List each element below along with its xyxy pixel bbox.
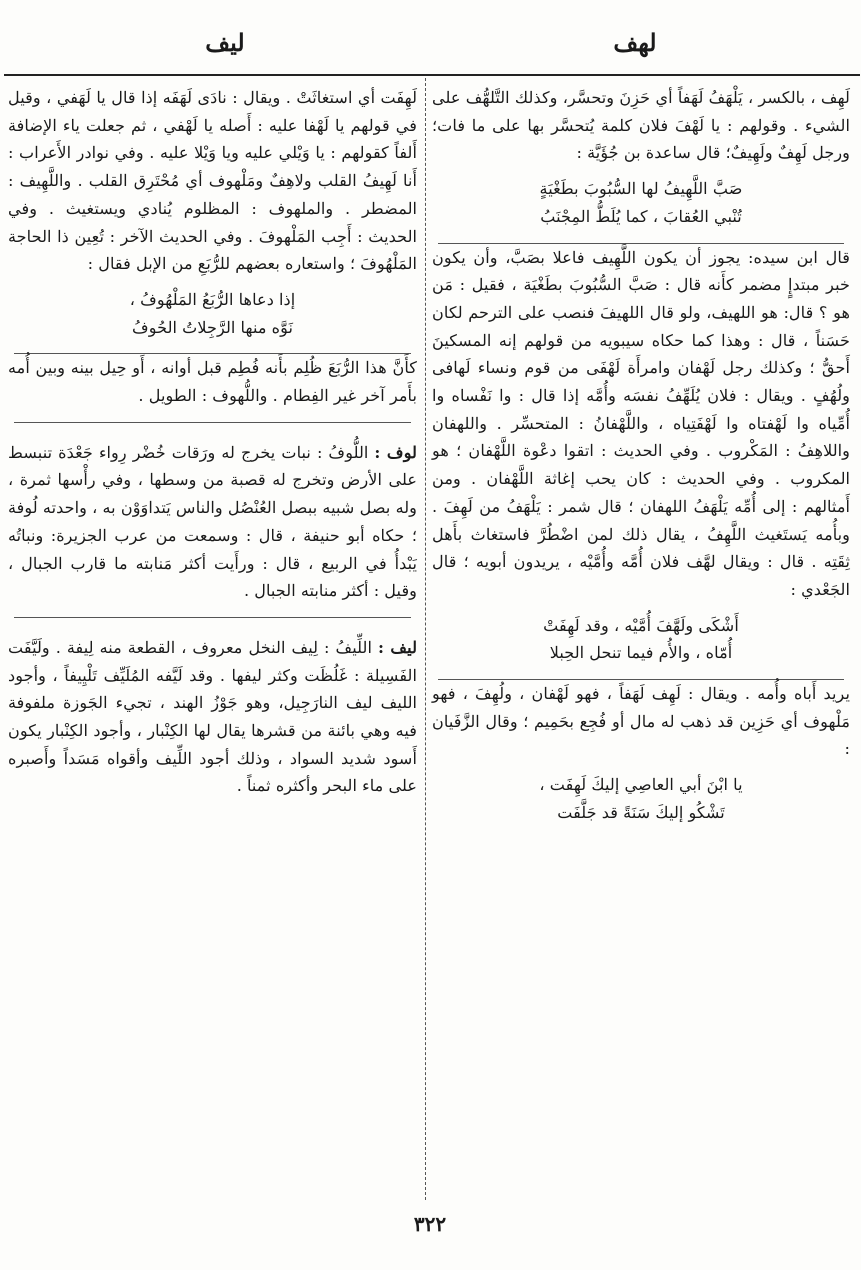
entry-text: اللِّيفُ : لِيف النخل معروف ، القطعة منه لِيفة . ولَيَّفَت الفَسِيلة : غَلُظَت وكثر ليفها . وقد لَيَّفه المُلَيِّف تَلْيِيفاً ، وأجود الليف ليف النارَجِيل، وهو جَوْزُ الهند ، تجيء الجَوزة ملفوفة فيه وهي بائنة من قشرها يقال لها الكِنْبار ، وأجود الكِنْبار يكون أَسود شديد السواد ، وذلك أجود اللِّيف وأقواه مَسَداً وأَصبره على ماء البحر وأكثره ثمناً . <box>8 637 417 796</box>
verse-line: تُنْبي العُقابَ ، كما يُلَطُّ المِجْنَبُ <box>540 206 742 226</box>
separator <box>14 422 411 423</box>
verse-line: أَشْكَى ولَهَّفَ أُمَّيْه ، وقد لَهِفَتْ <box>543 615 739 635</box>
verse-line: يا ابْنَ أبي العاصِي إليكَ لَهِفَت ، <box>539 775 743 795</box>
verse-line: تَشْكُو إليكَ سَنَةً قد جَلَّفَت <box>557 802 725 822</box>
right-column <box>432 84 850 837</box>
left-column <box>8 84 417 800</box>
verse-line: أُمّاه ، والأُم فيما تنحل الحِبلا <box>549 643 733 663</box>
verse-line: إذا دعاها الرُّبَعُ المَلْهُوفُ ، <box>129 289 296 309</box>
paragraph: قال ابن سيده: يجوز أن يكون اللَّهِيف فاعلا بصَبَّ، وأن يكون خبر مبتدإٍ مضمر كأَنه قال : صَبَّ السُّبُوبَ بطَغْيَة ، فقيل : مَن هو ؟ قال: هو اللهيف، ولو قال اللهيفَ فنصب على الترحم لكان حَسَناً ، قال : وهذا كما حكاه سيبويه من قولهم إنه المسكينَ أَحقُّ ؛ وكذلك رجل لَهْفان وامرأَة لَهْفَى من قوم ونساء لَهافى ولُهُفٍ . ويقال : فلان يُلَهِّفُ نفسَه وأُمَّه إذا قال : وا نَفْساه وا أُمِّياه وا لَهْفتاه وا لَهْفَتِياه ، واللَّهْفانُ : المتحسِّر . واللهفان واللاهِفُ : المَكْروب . وفي الحديث : اتقوا دعْوة اللَّهْفان ؛ هو المكروب . وفي الحديث : كان يحب إغاثة اللَّهْفان . ومن أَمثالهم : إلى أُمِّه يَلْهَفُ اللهفان ؛ قال شمر : يَلْهَفُ من لَهِفَ . وبأُمه يَستَغيث اللَّهِفُ ، يقال ذلك لمن اضْطُرَّ فاستغاث بأَهل ثِقَتِه . قال : ويقال لهَّف فلان أُمَّه وأُمَّيْه ، يريدون أبويه ؛ قال الجَعْدي : <box>432 247 850 599</box>
page-number: ٣٢٢ <box>413 1212 447 1236</box>
column-divider <box>425 78 426 1200</box>
verse-line: نَوَّه منها الرَّجِلاتُ الحُوفُ <box>131 317 294 337</box>
header-rule <box>4 74 860 76</box>
verse <box>432 612 850 667</box>
paragraph: لَهِفَت أي استغاثَتْ . ويقال : نادَى لَهَفَه إذا قال يا لَهَفي ، وقيل في قولهم يا لَهْفا عليه : أَصله يا لَهْفي ، ثم جعلت ياء الإضافة أَلفاً كقولهم : يا وَيْلي عليه ويا وَيْلا عليه . وفي نوادر الأَعراب : أَنا لَهِيفُ القلب ولاهِفٌ ومَلْهوف أي مُحْتَرِق القلب . واللَّهِيف : المضطر . والملهوف : المظلوم يُنادي ويستغيث . وفي الحديث : أَجِب المَلْهوفَ . وفي الحديث الآخر : تُعِين ذا الحاجة المَلْهُوفَ ؛ واستعاره بعضهم للرُّبَعِ من الإبل فقال : <box>8 88 417 274</box>
entry-text: اللُّوفُ : نبات يخرج له ورَقات خُضْر رِواء جَعْدَة تنبسط على الأرض وتخرج له قصبة من وسطها ، وفي رأْسها ثمرة ، وله بصل شبيه ببصل العُنْصُل والناس يَتداوَوْن به ، واحدته لُوفة ؛ حكاه أبو حنيفة ، قال : وسمعت من عرب الجزيرة: ونباتُه يَبْدأُ في الربيع ، قال : ورأَيت أكثر مَنابته ما قارب الجبال ، وقيل : أكثر منابته الجبال . <box>8 442 417 601</box>
paragraph: كأَنَّ هذا الرُّبَعَ ظُلِم بأَنه فُطِم قبل أوانه ، أَو حِيل بينه وبين أُمه بأَمر آخر غير الفِطام . واللُّهوف : الطويل . <box>8 358 417 406</box>
separator <box>14 617 411 618</box>
paragraph: لَهِف ، بالكسر ، يَلْهَفُ لَهَفاً أي حَزِنَ وتحسَّر، وكذلك التَّلهُّف على الشيء . وقولهم : يا لَهْفَ فلان كلمة يُتحسَّر بها على ما فات؛ ورجل لَهِفٌ ولَهِيفٌ؛ قال ساعدة بن جُؤَيَّة : <box>432 88 850 163</box>
verse <box>8 286 417 341</box>
verse-line: صَبَّ اللَّهِيفُ لها السُّبُوبَ بطَغْيَةٍ <box>539 179 743 199</box>
verse <box>432 175 850 230</box>
paragraph: يريد أَباه وأُمه . ويقال : لَهِف لَهَفاً ، فهو لَهْفان ، ولُهِفَ ، فهو مَلْهوف أي حَزِين قد ذهب له مال أو فُجِع بحَمِيم ؛ وقال الزَّفَيان : <box>432 684 850 759</box>
verse <box>432 771 850 826</box>
header-left-word: ليف <box>205 28 245 57</box>
header-right-word: لهف <box>613 28 657 57</box>
entry-luf <box>8 439 417 605</box>
entry-lif <box>8 634 417 800</box>
headword: لوف : <box>374 442 417 462</box>
headword: ليف : <box>377 637 417 657</box>
